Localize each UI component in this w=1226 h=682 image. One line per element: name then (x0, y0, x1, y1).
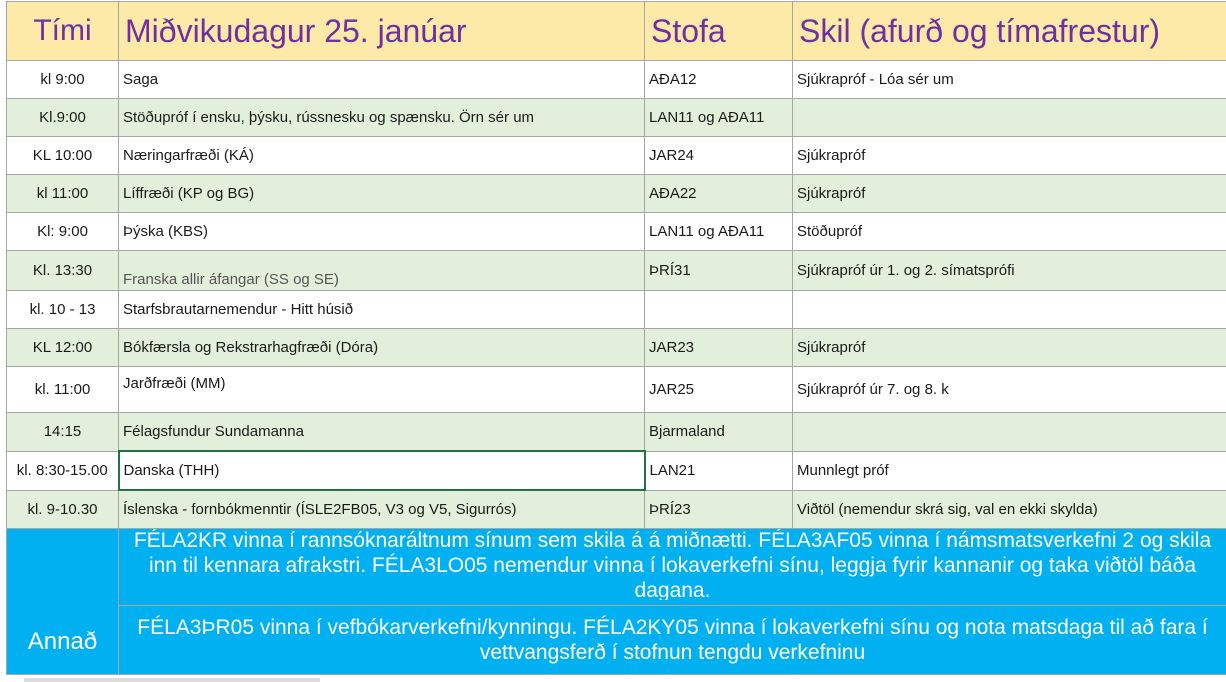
annad-note-1-text: FÉLA2KR vinna í rannsóknaráltnum sínum sem skila á á miðnætti. FÉLA3AF05 vinna í námsmatsverkefni 2 og skila inn til kennara afrakstri. FÉLA3LO05 nemendur vinna í lokaverkefni sínu, leggja fyrir kannanir og taka viðtöl báða dagana. (133, 529, 1212, 600)
cell-room[interactable]: AÐA22 (645, 175, 793, 213)
cell-room[interactable]: Bjarmaland (645, 413, 793, 452)
cell-time[interactable]: KL 12:00 (7, 329, 119, 367)
cell-submission[interactable]: Stöðupróf (793, 213, 1226, 251)
header-submission[interactable]: Skil (afurð og tímafrestur) (793, 2, 1226, 61)
cell-time[interactable]: 14:15 (7, 413, 119, 452)
cell-subject[interactable]: Stöðupróf í ensku, þýsku, rússnesku og spænsku. Örn sér um (119, 99, 645, 137)
cell-room[interactable]: JAR24 (645, 137, 793, 175)
table-row (7, 291, 1226, 329)
cell-time[interactable]: kl. 10 - 13 (7, 291, 119, 329)
cell-room[interactable]: ÞRÍ23 (645, 490, 793, 529)
table-row (7, 213, 1226, 251)
cell-time[interactable]: Kl. 13:30 (7, 251, 119, 291)
annad-note-1[interactable] (119, 529, 1226, 606)
cell-submission[interactable]: Sjúkrapróf úr 7. og 8. k (793, 367, 1226, 413)
sheet-scrollbar[interactable] (24, 678, 320, 682)
cell-submission[interactable]: Sjúkrapróf úr 1. og 2. símatsprófi (793, 251, 1226, 291)
cell-subject[interactable]: Næringarfræði (KÁ) (119, 137, 645, 175)
table-row (7, 490, 1226, 529)
annad-note-2[interactable]: FÉLA3ÞR05 vinna í vefbókarverkefni/kynningu. FÉLA2KY05 vinna í lokaverkefni sínu og nota matsdaga til að fara í vettvangsferð í stofnun tengdu verkefninu (119, 606, 1226, 675)
table-row (7, 61, 1226, 99)
cell-time[interactable]: kl 9:00 (7, 61, 119, 99)
annad-label[interactable]: Annað (7, 529, 119, 675)
header-subject[interactable]: Miðvikudagur 25. janúar (119, 2, 645, 61)
cell-subject[interactable]: Félagsfundur Sundamanna (119, 413, 645, 452)
cell-subject[interactable]: Þýska (KBS) (119, 213, 645, 251)
cell-time[interactable]: Kl: 9:00 (7, 213, 119, 251)
cell-room[interactable]: LAN11 og AÐA11 (645, 213, 793, 251)
cell-submission[interactable] (793, 291, 1226, 329)
cell-room[interactable]: LAN11 og AÐA11 (645, 99, 793, 137)
cell-submission[interactable]: Viðtöl (nemendur skrá sig, val en ekki skylda) (793, 490, 1226, 529)
header-time[interactable]: Tími (7, 2, 119, 61)
cell-room[interactable]: JAR25 (645, 367, 793, 413)
cell-subject[interactable]: Franska allir áfangar (SS og SE) (119, 251, 645, 291)
cell-submission[interactable]: Sjúkrapróf (793, 175, 1226, 213)
cell-submission[interactable]: Sjúkrapróf (793, 137, 1226, 175)
cell-submission[interactable]: Munnlegt próf (793, 451, 1226, 490)
cell-time[interactable]: kl. 9-10.30 (7, 490, 119, 529)
schedule-table (6, 1, 1226, 675)
cell-subject-selected[interactable]: Danska (THH) (119, 451, 645, 490)
table-row (7, 99, 1226, 137)
cell-room[interactable]: JAR23 (645, 329, 793, 367)
table-row (7, 413, 1226, 452)
cell-subject[interactable]: Líffræði (KP og BG) (119, 175, 645, 213)
cell-room[interactable] (645, 291, 793, 329)
table-row (7, 367, 1226, 413)
cell-submission[interactable]: Sjúkrapróf (793, 329, 1226, 367)
table-row (7, 451, 1226, 490)
table-row (7, 175, 1226, 213)
cell-subject[interactable]: Starfsbrautarnemendur - Hitt húsið (119, 291, 645, 329)
cell-time[interactable]: kl 11:00 (7, 175, 119, 213)
cell-time[interactable]: kl. 8:30-15.00 (7, 451, 119, 490)
cell-subject[interactable]: Saga (119, 61, 645, 99)
table-row (7, 137, 1226, 175)
cell-subject[interactable]: Jarðfræði (MM) (119, 367, 645, 413)
table-row (7, 329, 1226, 367)
annad-row-2 (7, 606, 1226, 675)
cell-time[interactable]: Kl.9:00 (7, 99, 119, 137)
cell-submission[interactable] (793, 99, 1226, 137)
cell-submission[interactable] (793, 413, 1226, 452)
cell-room[interactable]: LAN21 (645, 451, 793, 490)
header-row (7, 2, 1226, 61)
cell-subject[interactable]: Bókfærsla og Rekstrarhagfræði (Dóra) (119, 329, 645, 367)
cell-subject[interactable]: Íslenska - fornbókmenntir (ÍSLE2FB05, V3 og V5, Sigurrós) (119, 490, 645, 529)
cell-submission[interactable]: Sjúkrapróf - Lóa sér um (793, 61, 1226, 99)
header-room[interactable]: Stofa (645, 2, 793, 61)
annad-row (7, 529, 1226, 606)
table-row (7, 251, 1226, 291)
cell-time[interactable]: KL 10:00 (7, 137, 119, 175)
cell-room[interactable]: ÞRÍ31 (645, 251, 793, 291)
cell-room[interactable]: AÐA12 (645, 61, 793, 99)
cell-time[interactable]: kl. 11:00 (7, 367, 119, 413)
